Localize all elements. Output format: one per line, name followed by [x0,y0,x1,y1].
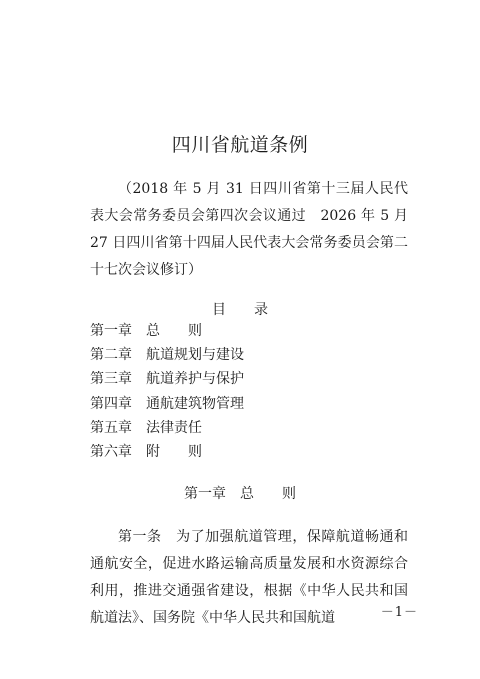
chapter-title: 第一章 总 则 [184,486,296,502]
table-of-contents [90,319,244,464]
toc-heading: 目 录 [212,302,268,318]
toc-item: 第六章 附 则 [90,443,202,460]
adoption-note: （2018 年 5 月 31 日四川省第十三届人民代表大会常务委员会第四次会议通过 2026 年 5 月 27 日四川省第十四届人民代表大会常务委员会第二十七次会议修订） [90,181,408,278]
toc-item: 第二章 航道规划与建设 [90,347,244,364]
page-number: －1－ [380,605,418,620]
toc-item: 第五章 法律责任 [90,419,202,436]
toc-item: 第四章 通航建筑物管理 [90,395,244,412]
article-1-text: 第一条 为了加强航道管理，保障航道畅通和通航安全，促进水路运输高质量发展和水资源综合利用，推进交通强省建设，根据《中华人民共和国航道法》、国务院《中华人民共和国航道 [90,529,408,626]
document-title: 四川省航道条例 [171,134,309,156]
toc-item: 第一章 总 则 [90,323,202,339]
toc-item: 第三章 航道养护与保护 [90,371,244,388]
